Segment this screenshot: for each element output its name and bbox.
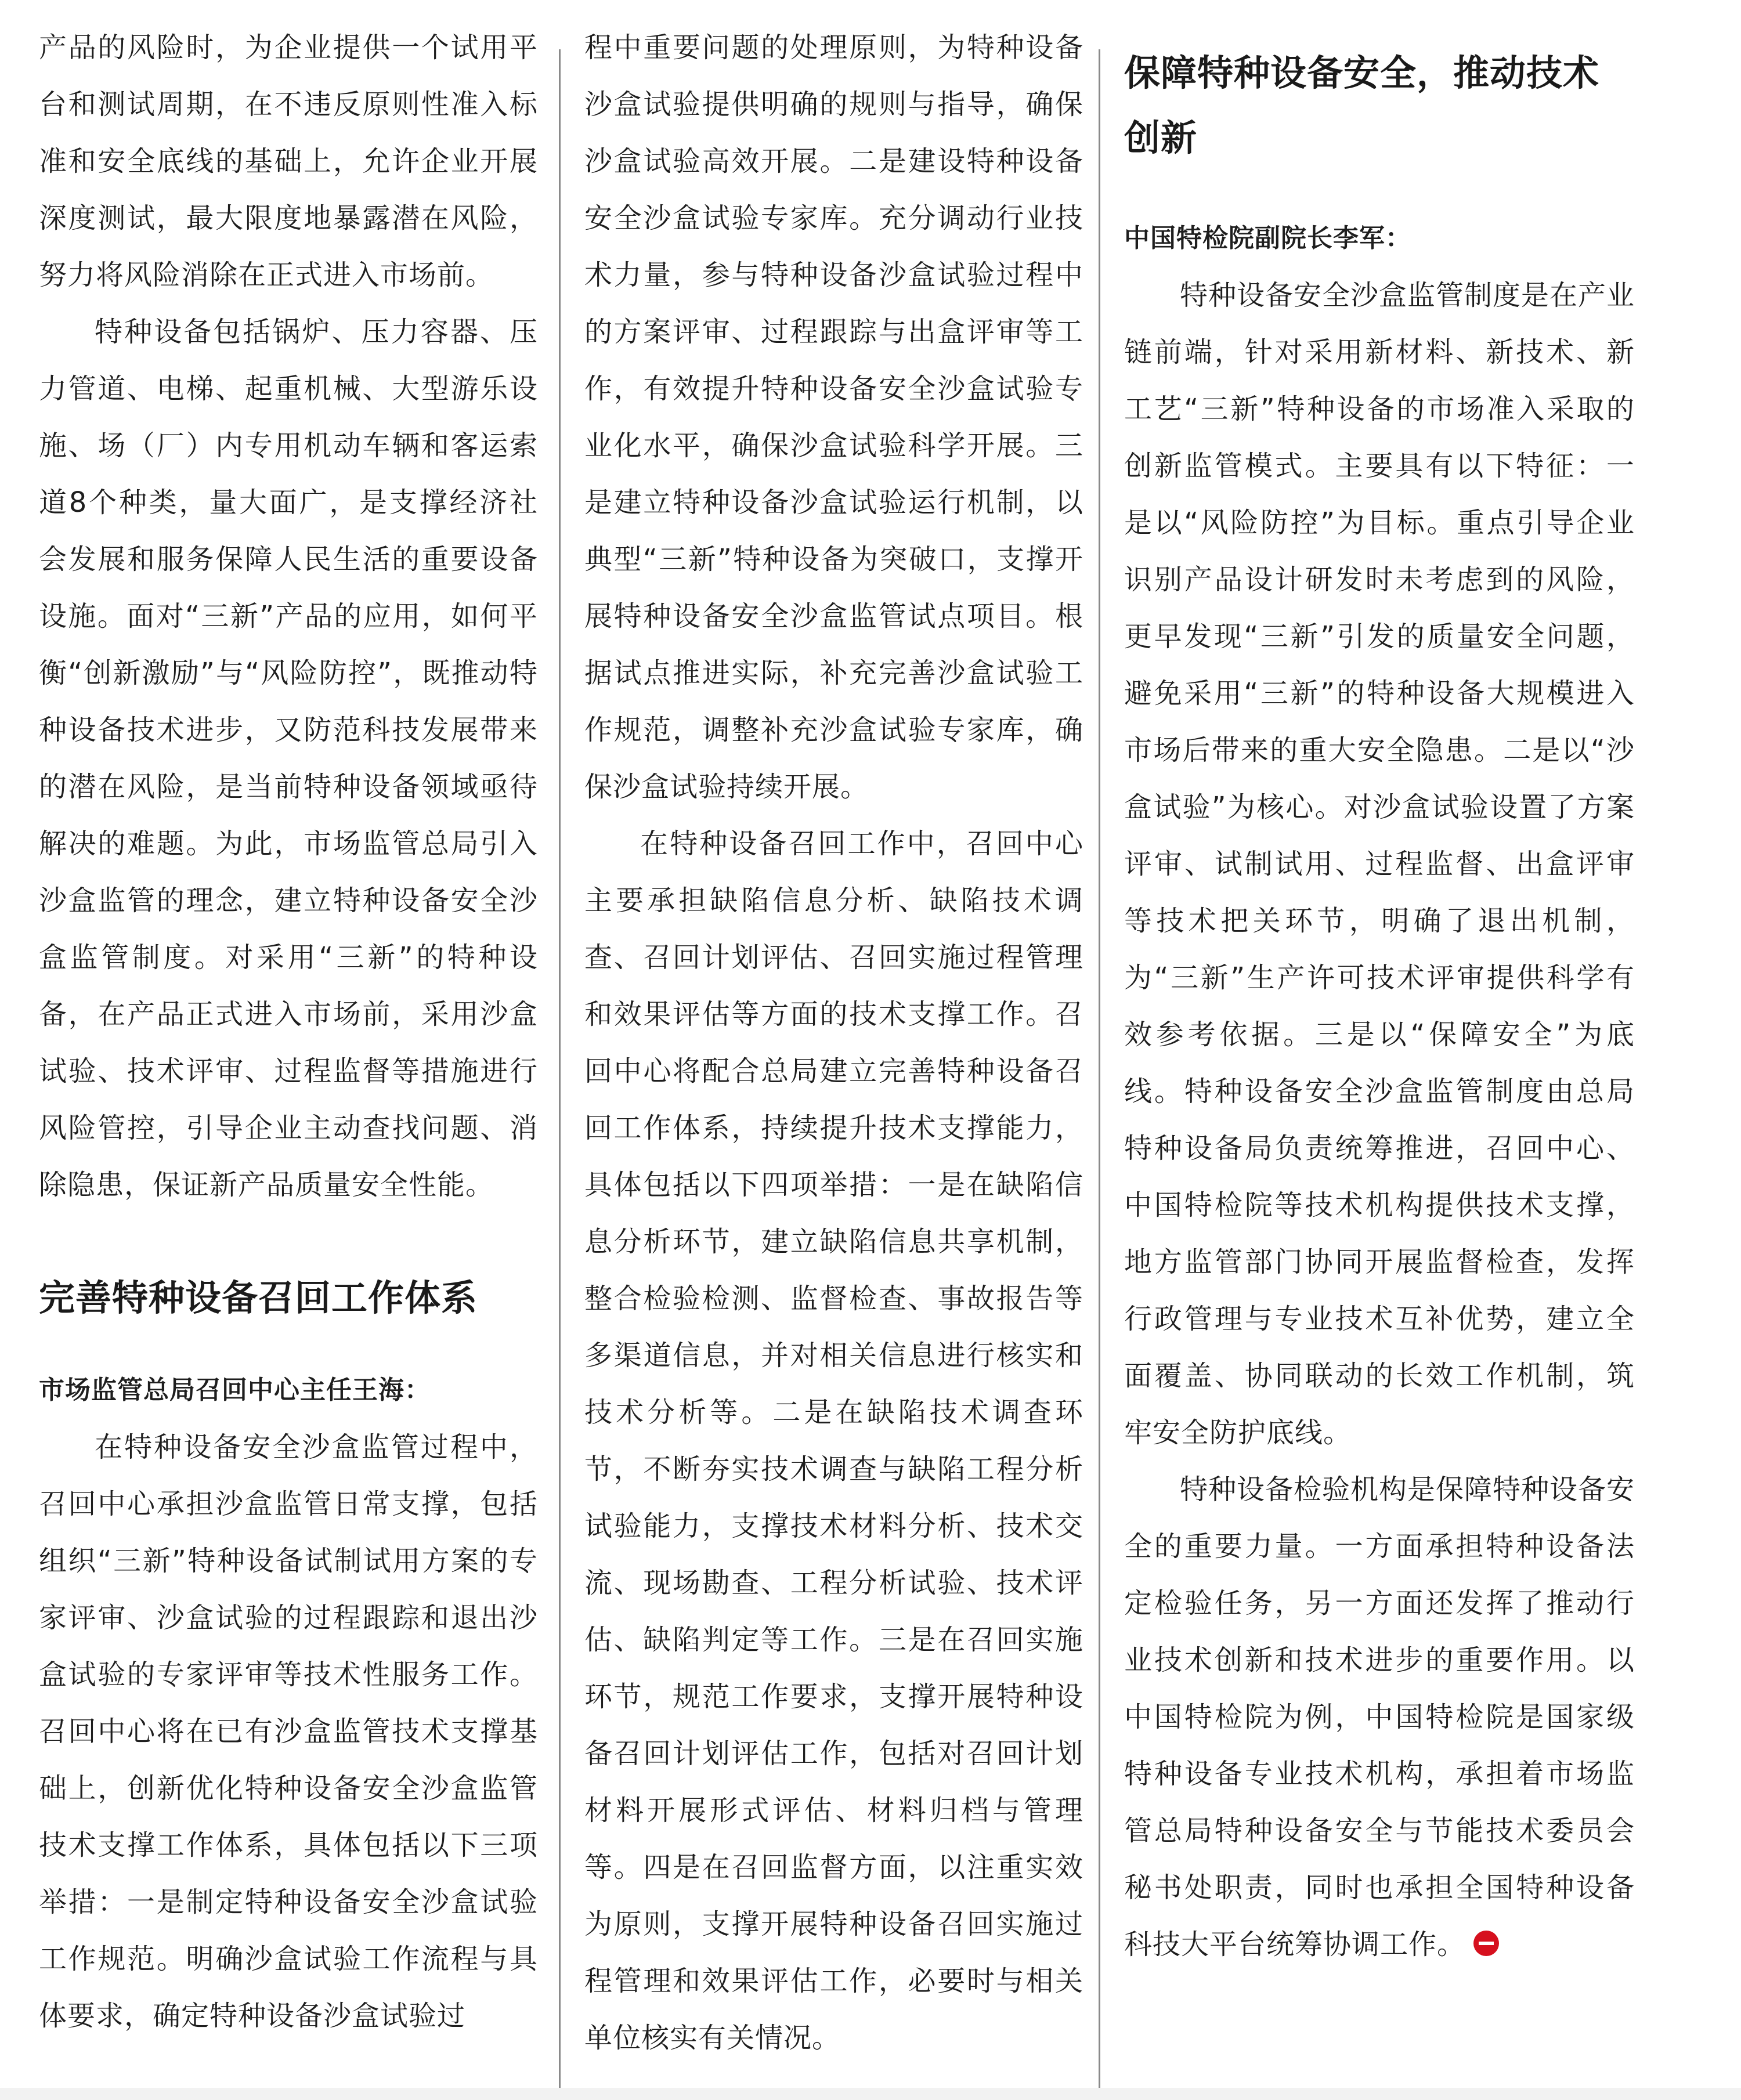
speaker-name: 市场监管总局召回中心主任王海： xyxy=(39,1375,431,1405)
paragraph: 程中重要问题的处理原则，为特种设备沙盒试验提供明确的规则与指导，确保沙盒试验高效开展。二是建设特种设备安全沙盒试验专家库。充分调动行业技术力量，参与特种设备沙盒试验过程中的方案评审、过程跟踪与出盒评审等工作，有效提升特种设备安全沙盒试验专业化水平，确保沙盒试验科学开展。三是建立特种设备沙盒试验运行机制，以典型“三新”特种设备为突破口，支撑开展特种设备安全沙盒监管试点项目。根据试点推进实际，补充完善沙盒试验工作规范，调整补充沙盒试验专家库，确保沙盒试验持续开展。 xyxy=(584,31,1083,803)
article-end-icon xyxy=(1473,1931,1499,1956)
column-right xyxy=(1124,0,1635,1973)
page-bottom-edge xyxy=(0,2088,1741,2100)
column-left xyxy=(39,0,538,2044)
column-divider-left xyxy=(559,49,561,2092)
paragraph: 特种设备包括锅炉、压力容器、压力管道、电梯、起重机械、大型游乐设施、场（厂）内专用机动车辆和客运索道8个种类，量大面广，是支撑经济社会发展和服务保障人民生活的重要设备设施。面对“三新”产品的应用，如何平衡“创新激励”与“风险防控”，既推动特种设备技术进步，又防范科技发展带来的潜在风险，是当前特种设备领域亟待解决的难题。为此，市场监管总局引入沙盒监管的理念，建立特种设备安全沙盒监管制度。对采用“三新”的特种设备，在产品正式进入市场前，采用沙盒试验、技术评审、过程监督等措施进行风险管控，引导企业主动查找问题、消除隐患，保证新产品质量安全性能。 xyxy=(39,316,538,1201)
column-middle xyxy=(584,0,1083,2066)
paragraph xyxy=(1124,1461,1635,1973)
paragraph: 特种设备安全沙盒监管制度是在产业链前端，针对采用新材料、新技术、新工艺“三新”特种设备的市场准入采取的创新监管模式。主要具有以下特征：一是以“风险防控”为目标。重点引导企业识别产品设计研发时未考虑到的风险，更早发现“三新”引发的质量安全问题，避免采用“三新”的特种设备大规模进入市场后带来的重大安全隐患。二是以“沙盒试验”为核心。对沙盒试验设置了方案评审、试制试用、过程监督、出盒评审等技术把关环节，明确了退出机制，为“三新”生产许可技术评审提供科学有效参考依据。三是以“保障安全”为底线。特种设备安全沙盒监管制度由总局特种设备局负责统筹推进，召回中心、中国特检院等技术机构提供技术支撑，地方监管部门协同开展监督检查，发挥行政管理与专业技术互补优势，建立全面覆盖、协同联动的长效工作机制，筑牢安全防护底线。 xyxy=(1124,279,1635,1449)
paragraph: 在特种设备安全沙盒监管过程中，召回中心承担沙盒监管日常支撑，包括组织“三新”特种设备试制试用方案的专家评审、沙盒试验的过程跟踪和退出沙盒试验的专家评审等技术性服务工作。召回中心将在已有沙盒监管技术支撑基础上，创新优化特种设备安全沙盒监管技术支撑工作体系，具体包括以下三项举措：一是制定特种设备安全沙盒试验工作规范。明确沙盒试验工作流程与具体要求，确定特种设备沙盒试验过 xyxy=(39,1431,538,2032)
paragraph-text: 特种设备检验机构是保障特种设备安全的重要力量。一方面承担特种设备法定检验任务，另一方面还发挥了推动行业技术创新和技术进步的重要作用。以中国特检院为例，中国特检院是国家级特种设备专业技术机构，承担着市场监管总局特种设备安全与节能技术委员会秘书处职责，同时也承担全国特种设备科技大平台统筹协调工作。 xyxy=(1124,1473,1635,1961)
column-divider-right xyxy=(1099,49,1100,2092)
speaker-name: 中国特检院副院长李军： xyxy=(1124,223,1411,253)
section-title: 完善特种设备召回工作体系 xyxy=(39,1277,478,1319)
section-title: 保障特种设备安全，推动技术创新 xyxy=(1124,52,1600,159)
paragraph: 在特种设备召回工作中，召回中心主要承担缺陷信息分析、缺陷技术调查、召回计划评估、召回实施过程管理和效果评估等方面的技术支撑工作。召回中心将配合总局建立完善特种设备召回工作体系，持续提升技术支撑能力，具体包括以下四项举措：一是在缺陷信息分析环节，建立缺陷信息共享机制，整合检验检测、监督检查、事故报告等多渠道信息，并对相关信息进行核实和技术分析等。二是在缺陷技术调查环节，不断夯实技术调查与缺陷工程分析试验能力，支撑技术材料分析、技术交流、现场勘查、工程分析试验、技术评估、缺陷判定等工作。三是在召回实施环节，规范工作要求，支撑开展特种设备召回计划评估工作，包括对召回计划材料开展形式评估、材料归档与管理等。四是在召回监督方面，以注重实效为原则，支撑开展特种设备召回实施过程管理和效果评估工作，必要时与相关单位核实有关情况。 xyxy=(584,827,1083,2054)
paragraph: 产品的风险时，为企业提供一个试用平台和测试周期，在不违反原则性准入标准和安全底线的基础上，允许企业开展深度测试，最大限度地暴露潜在风险，努力将风险消除在正式进入市场前。 xyxy=(39,31,538,291)
